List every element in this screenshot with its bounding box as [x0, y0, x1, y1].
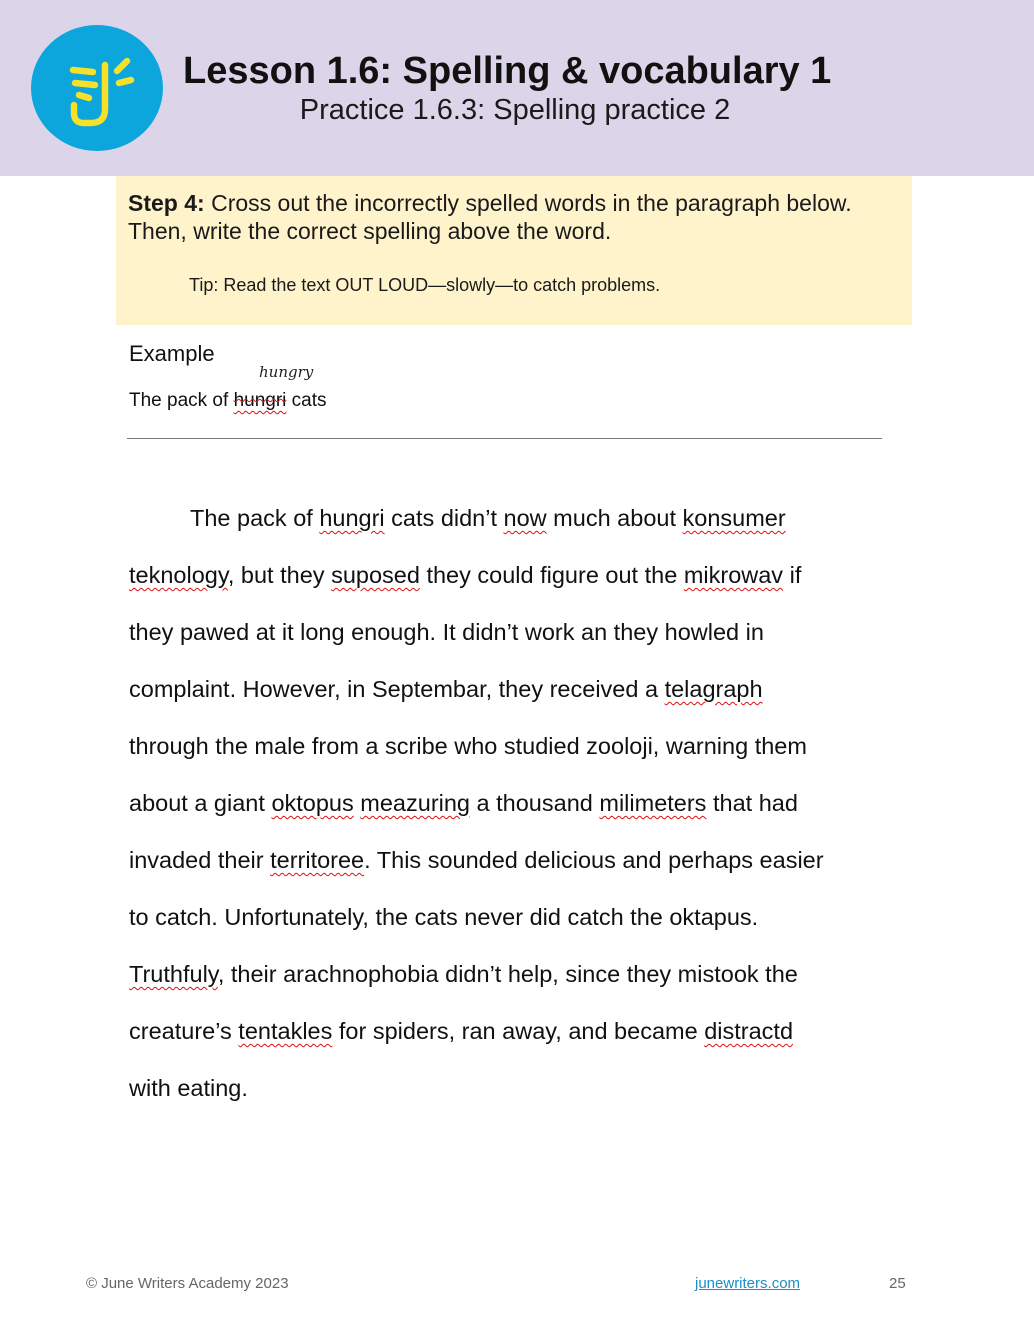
misspelled-word: konsumer: [682, 505, 786, 531]
paragraph-line: [129, 1003, 909, 1060]
paragraph-line: [129, 832, 909, 889]
misspelled-word: suposed: [331, 562, 420, 588]
page-number: 25: [889, 1275, 906, 1292]
paragraph-line: through the male from a scribe who studied zooloji, warning them: [129, 733, 807, 759]
practice-paragraph: [129, 490, 909, 1117]
text: , their arachnophobia didn’t help, since they mistook the: [217, 961, 798, 987]
misspelled-word: territoree: [270, 847, 365, 873]
text: , but they: [227, 562, 332, 588]
text: for spiders, ran away, and became: [332, 1018, 705, 1044]
paragraph-line: [129, 946, 909, 1003]
paragraph-line: with eating.: [129, 1075, 248, 1101]
text: that had: [706, 790, 798, 816]
misspelled-word: teknology: [129, 562, 228, 588]
example-prefix: The pack of: [129, 390, 234, 411]
paragraph-line: to catch. Unfortunately, the cats never did catch the oktapus.: [129, 904, 759, 930]
misspelled-word: now: [503, 505, 547, 531]
page-subtitle: Practice 1.6.3: Spelling practice 2: [299, 94, 731, 126]
example-suffix: cats: [286, 390, 327, 411]
misspelled-word: oktopus: [271, 790, 354, 816]
paragraph-line: [129, 490, 909, 547]
text: cats didn’t: [384, 505, 504, 531]
misspelled-word: hungri: [319, 505, 385, 531]
example-sentence: [129, 389, 327, 413]
text: . This sounded delicious and perhaps easier: [364, 847, 824, 873]
misspelled-word: milimeters: [599, 790, 707, 816]
tip-text: Read the text OUT LOUD—slowly—to catch problems.: [218, 275, 661, 295]
paragraph-line: [129, 661, 909, 718]
misspelled-word: tentakles: [238, 1018, 333, 1044]
text: complaint. However, in Septembar, they received a: [129, 676, 665, 702]
step-instruction: [128, 189, 898, 245]
step-label: Step 4:: [128, 190, 205, 216]
june-writers-logo-icon: [31, 25, 163, 151]
paragraph-line: [129, 547, 909, 604]
lesson-header: [0, 0, 1034, 176]
text: much about: [546, 505, 683, 531]
text: invaded their: [129, 847, 271, 873]
handwritten-correction: hungry: [259, 363, 314, 381]
misspelled-word: mikrowav: [683, 562, 784, 588]
paragraph-line: [129, 775, 909, 832]
crossed-out-word: hungri: [233, 390, 287, 411]
tip: [189, 274, 889, 296]
misspelled-word: Truthfuly: [129, 961, 218, 987]
paragraph-line: they pawed at it long enough. It didn’t work an they howled in: [129, 619, 764, 645]
page-title: Lesson 1.6: Spelling & vocabulary 1: [183, 50, 832, 92]
instruction-box: [116, 176, 912, 325]
website-link[interactable]: junewriters.com: [695, 1275, 801, 1292]
divider: [127, 438, 882, 439]
misspelled-word: distractd: [704, 1018, 794, 1044]
example-heading: Example: [129, 341, 215, 366]
text: The pack of: [190, 505, 320, 531]
step-text: Cross out the incorrectly spelled words in the paragraph below. Then, write the correct spelling above the word.: [128, 190, 852, 244]
text: if: [783, 562, 802, 588]
text: about a giant: [129, 790, 272, 816]
misspelled-word: meazuring: [360, 790, 471, 816]
text: they could figure out the: [419, 562, 684, 588]
tip-label: Tip:: [189, 275, 219, 295]
text: a thousand: [470, 790, 600, 816]
misspelled-word: telagraph: [664, 676, 763, 702]
copyright: © June Writers Academy 2023: [86, 1275, 289, 1292]
text: creature’s: [129, 1018, 239, 1044]
